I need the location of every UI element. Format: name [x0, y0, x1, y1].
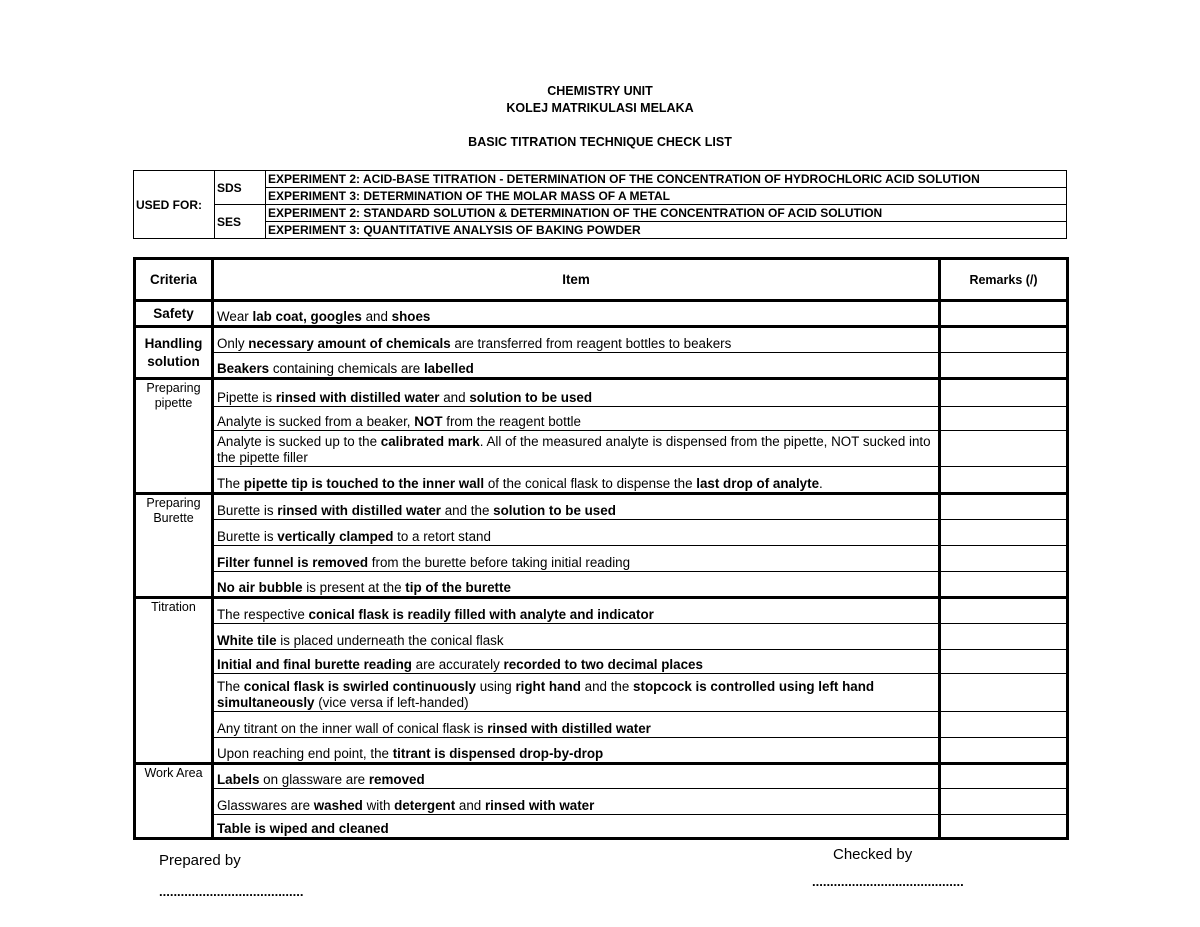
item-text: from the reagent bottle	[442, 414, 581, 429]
item-text: containing chemicals are	[269, 361, 424, 376]
criteria-safety: Safety	[135, 301, 213, 327]
criteria-handling: Handling solution	[135, 327, 213, 379]
checklist-table	[133, 257, 1069, 840]
table-row	[213, 712, 940, 738]
remarks-cell[interactable]	[940, 494, 1068, 520]
sds-experiment-3: EXPERIMENT 3: DETERMINATION OF THE MOLAR MASS OF A METAL	[266, 188, 1067, 205]
remarks-cell[interactable]	[940, 407, 1068, 431]
item-text: necessary amount of chemicals	[248, 336, 451, 351]
item-text: rinsed with distilled water	[487, 721, 651, 736]
item-text: vertically clamped	[277, 529, 394, 544]
item-text: rinsed with distilled water	[277, 503, 441, 518]
remarks-cell[interactable]	[940, 738, 1068, 764]
remarks-cell[interactable]	[940, 379, 1068, 407]
item-text: right hand	[515, 679, 581, 694]
page-title: BASIC TITRATION TECHNIQUE CHECK LIST	[468, 135, 732, 149]
criteria-work-area: Work Area	[135, 764, 213, 839]
item-text: are accurately	[411, 657, 504, 672]
item-text: last drop of analyte	[696, 476, 820, 491]
item-text: Burette is	[217, 503, 278, 518]
item-text: solution to be used	[493, 503, 616, 518]
remarks-cell[interactable]	[940, 353, 1068, 379]
item-text: and	[439, 390, 470, 405]
item-text: Only	[217, 336, 249, 351]
sds-code: SDS	[215, 171, 266, 205]
remarks-cell[interactable]	[940, 789, 1068, 815]
item-text: and	[361, 309, 392, 324]
table-row	[213, 572, 940, 598]
item-text: Upon reaching end point, the	[217, 746, 393, 761]
table-row	[213, 815, 940, 839]
item-text: Filter funnel is removed	[217, 555, 369, 570]
item-text: rinsed with water	[484, 798, 595, 813]
item-text: removed	[368, 772, 425, 787]
item-text: shoes	[391, 309, 431, 324]
item-header: Item	[213, 259, 940, 301]
checked-by-label: Checked by	[833, 846, 913, 863]
item-text: calibrated mark	[380, 434, 480, 449]
item-text: Any titrant on the inner wall of conical flask is	[217, 721, 488, 736]
item-text: washed	[313, 798, 363, 813]
item-text: Glasswares are	[217, 798, 314, 813]
table-row	[213, 650, 940, 674]
table-row	[213, 467, 940, 494]
table-row	[213, 738, 940, 764]
used-for-table	[133, 170, 1067, 239]
table-row	[213, 624, 940, 650]
item-text: conical flask is readily filled with analyte and indicator	[308, 607, 654, 622]
item-text: are transferred from reagent bottles to beakers	[450, 336, 732, 351]
table-row	[213, 407, 940, 431]
item-text: Initial and final burette reading	[217, 657, 412, 672]
item-text: Labels	[217, 772, 260, 787]
table-row	[213, 674, 940, 712]
item-text: Beakers	[217, 361, 270, 376]
prepared-by-signature-line[interactable]: ........................................	[159, 884, 304, 899]
table-row	[213, 301, 940, 327]
item-text: to a retort stand	[393, 529, 491, 544]
item-text: lab coat, googles	[252, 309, 362, 324]
item-text: White tile	[217, 633, 277, 648]
remarks-cell[interactable]	[940, 712, 1068, 738]
table-row	[213, 431, 940, 467]
sds-experiment-2: EXPERIMENT 2: ACID-BASE TITRATION - DETERMINATION OF THE CONCENTRATION OF HYDROCHLORIC ACID SOLUTION	[266, 171, 1067, 188]
table-row	[213, 353, 940, 379]
item-text: from the burette before taking initial reading	[368, 555, 631, 570]
item-text: using	[475, 679, 516, 694]
remarks-cell[interactable]	[940, 815, 1068, 839]
table-row	[213, 789, 940, 815]
header-college: KOLEJ MATRIKULASI MELAKA	[506, 101, 694, 115]
item-text: Pipette is	[217, 390, 276, 405]
item-text: and the	[441, 503, 494, 518]
remarks-cell[interactable]	[940, 764, 1068, 789]
item-text: detergent	[394, 798, 456, 813]
remarks-cell[interactable]	[940, 301, 1068, 327]
item-text: recorded to two decimal places	[503, 657, 703, 672]
item-text: The	[217, 476, 244, 491]
item-text: is present at the	[302, 580, 406, 595]
table-row	[213, 598, 940, 624]
item-text: Table is wiped and cleaned	[217, 821, 389, 836]
remarks-cell[interactable]	[940, 467, 1068, 494]
table-row	[213, 520, 940, 546]
prepared-by-label: Prepared by	[159, 852, 241, 869]
remarks-cell[interactable]	[940, 431, 1068, 467]
item-text: stopcock is controlled using left hand simultaneously	[217, 679, 875, 710]
remarks-cell[interactable]	[940, 546, 1068, 572]
table-row	[213, 764, 940, 789]
checked-by-signature-line[interactable]: ..........................................	[812, 874, 964, 889]
criteria-pipette: Preparing pipette	[135, 379, 213, 494]
item-text: and	[455, 798, 485, 813]
item-text: The respective	[217, 607, 309, 622]
item-text: Wear	[217, 309, 253, 324]
item-text: is placed underneath the conical flask	[276, 633, 504, 648]
remarks-cell[interactable]	[940, 650, 1068, 674]
remarks-cell[interactable]	[940, 598, 1068, 624]
item-text: NOT	[414, 414, 443, 429]
item-text: The	[217, 679, 244, 694]
criteria-titration: Titration	[135, 598, 213, 764]
remarks-cell[interactable]	[940, 572, 1068, 598]
ses-experiment-2: EXPERIMENT 2: STANDARD SOLUTION & DETERMINATION OF THE CONCENTRATION OF ACID SOLUTION	[266, 205, 1067, 222]
item-text: conical flask is swirled continuously	[243, 679, 476, 694]
item-text: and the	[580, 679, 634, 694]
item-text: of the conical flask to dispense the	[484, 476, 697, 491]
remarks-cell[interactable]	[940, 327, 1068, 353]
item-text: (vice versa if left-handed)	[314, 695, 469, 710]
criteria-burette: Preparing Burette	[135, 494, 213, 598]
item-text: tip of the burette	[405, 580, 511, 595]
used-for-label: USED FOR:	[134, 171, 215, 239]
header-unit: CHEMISTRY UNIT	[547, 84, 653, 98]
remarks-cell[interactable]	[940, 624, 1068, 650]
criteria-header: Criteria	[135, 259, 213, 301]
remarks-header: Remarks (/)	[940, 259, 1068, 301]
item-text: on glassware are	[259, 772, 369, 787]
item-text: labelled	[423, 361, 474, 376]
ses-code: SES	[215, 205, 266, 239]
item-text: . All of the measured analyte is dispensed from the pipette, NOT sucked into the pipette filler	[217, 434, 931, 465]
item-text: with	[362, 798, 395, 813]
remarks-cell[interactable]	[940, 674, 1068, 712]
item-text: rinsed with distilled water	[275, 390, 440, 405]
table-row	[213, 379, 940, 407]
item-text: Analyte is sucked up to the	[217, 434, 381, 449]
ses-experiment-3: EXPERIMENT 3: QUANTITATIVE ANALYSIS OF BAKING POWDER	[266, 222, 1067, 239]
item-text: titrant is dispensed drop-by-drop	[392, 746, 604, 761]
item-text: Burette is	[217, 529, 278, 544]
table-row	[213, 327, 940, 353]
table-row	[213, 546, 940, 572]
item-text: Analyte is sucked from a beaker,	[217, 414, 415, 429]
item-text: solution to be used	[469, 390, 593, 405]
table-row	[213, 494, 940, 520]
item-text: pipette tip is touched to the inner wall	[243, 476, 485, 491]
item-text: No air bubble	[217, 580, 303, 595]
remarks-cell[interactable]	[940, 520, 1068, 546]
item-text: .	[819, 476, 823, 491]
